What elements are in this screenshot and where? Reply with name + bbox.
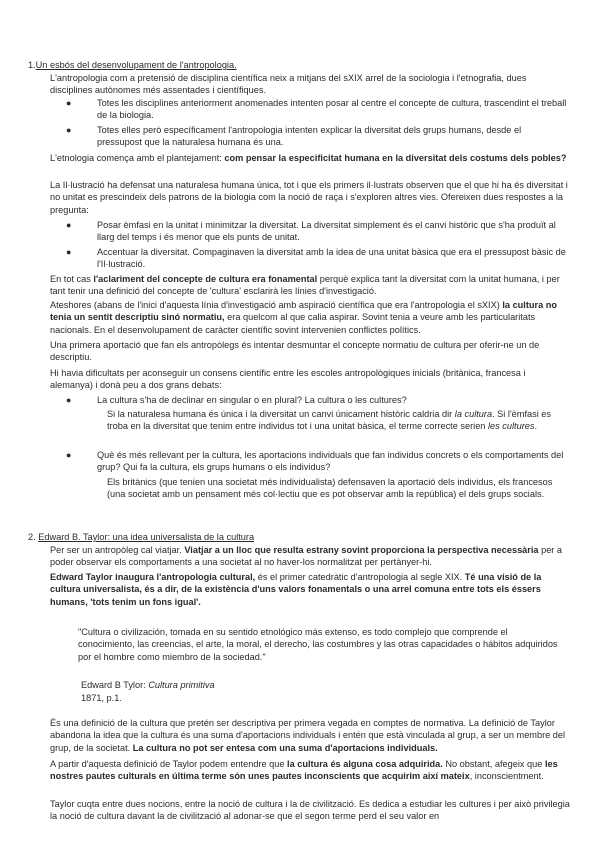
paragraph-travel: Per ser un antropòleg cal viatjar. Viatjar a un lloc que resulta estrany sovint proporciona la perspectiva necessària per a poder observar els comportaments a una societat al no haver-los normalitzat per pertànyer-hi. — [50, 545, 563, 568]
quote-citation: Edward B Tylor: Cultura primitiva — [81, 680, 215, 690]
bullet-dot: ● — [66, 98, 72, 108]
block-quote: "Cultura o civilización, tomada en su sentido etnológico más extenso, es todo complejo que comprende el conocimiento, las creencias, el arte, la moral, el derecho, las costumbres y las otras capacidades o hábitos adquiridos por el hombre como miembro de la sociedad." — [78, 627, 558, 662]
paragraph-intro: L'antropologia com a pretensió de disciplina científica neix a mitjans del sXIX arrel de la sociologia i l'etnografia, dues disciplines autònomes més assentades i científiques. — [50, 73, 527, 96]
paragraph-illustration: La Il·lustració ha defensat una naturalesa humana única, tot i que els primers il·lustrats observen que el que hi ha és diversitat i no unitat es prescindeix dels patrons de la biologia com la noció de raça i s'exploren altres vies. Ofereixen dues respostes a la pregunta: — [50, 180, 568, 215]
section-2-title: Edward B. Taylor: una idea universalista de la cultura — [38, 532, 255, 542]
bullet-dot: ● — [66, 220, 72, 230]
paragraph-definition: És una definició de la cultura que pretén ser descriptiva per primera vegada en comptes de normativa. La definició de Taylor abandona la idea que la cultura és una suma d'aportacions individuals i entén que està vinculada al grup, a ser un membre del grup, de la societat. La cultura no pot ser entesa com una suma d'aportacions individuals. — [50, 718, 566, 753]
paragraph-civilization: Taylor cuqta entre dues nocions, entre la noció de cultura i la de civilització. Es dedica a estudiar les cultures i per això privilegia la noció de cultura davant la de civilització al adonar-se que el segon terme perd el seu valor en — [50, 799, 570, 822]
quote-citation-year: 1871, p.1. — [81, 693, 122, 703]
paragraph-contribution: Una primera aportació que fan els antropòlegs és intentar desmuntar el concepte normatiu de cultura per oferir-ne un de descriptiu. — [50, 340, 540, 363]
paragraph-difficulties: Hi havia dificultats per aconseguir un consens científic entre les escoles antropològiques inicials (britànica, francesa i alemanya) i donà peu a dos grans debats: — [50, 368, 526, 391]
section-1-number: 1. — [28, 60, 36, 70]
bullet-item: Totes elles però específicament l'antropologia intenten explicar la diversitat dels grups humans, desde el pressupost que la naturalesa humana és una. — [97, 125, 522, 148]
section-2-heading — [28, 531, 568, 543]
bullet-item: Totes les disciplines anteriorment anomenades intenten posar al centre el concepte de cultura, trascendint el treball de la biologia. — [97, 98, 567, 121]
paragraph-clarification: En tot cas l'aclariment del concepte de cultura era fonamental perquè explica tant la diversitat com la unitat humana, i per tant tenir una definició del concepte de 'cultura' esclarirà les línies d'investigació. — [50, 274, 560, 297]
paragraph-before: Ateshores (abans de l'inici d'aquesta línia d'investigació amb aspiració científica que era l'antropologia el sXIX) la cultura no tenia un sentit descriptiu sinó normatiu, era quelcom al que calia aspirar. Sovint tenia a veure amb les particularitats nacionals. En el desenvolupament de caràcter científic sovint intervenien conflictes polítics. — [50, 300, 557, 335]
paragraph-acquired: A partir d'aquesta definició de Taylor podem entendre que la cultura és alguna cosa adquirida. No obstant, afegeix que les nostres pautes culturals en última terme són unes pautes inconscients que acquirim així mateix, inconscientment. — [50, 759, 558, 782]
debate-2-question: Què és més rellevant per la cultura, les aportacions individuals que fan individus concrets o els comportaments del grup? Qui fa la cultura, els grups humans o els individus? — [97, 450, 564, 473]
debate-2-answer: Els britànics (que tenien una societat més individualista) defensaven la aportació dels individus, els francesos (una societat amb un pensament més col·lectiu que es pot observar amb la república) el dels grups socials. — [107, 477, 553, 500]
section-2-number: 2. — [28, 532, 36, 542]
key-question: com pensar la especificitat humana en la diversitat dels costums dels pobles? — [224, 153, 567, 163]
debate-1-question: La cultura s'ha de declinar en singular o en plural? La cultura o les cultures? — [97, 395, 407, 405]
bullet-dot: ● — [66, 450, 72, 460]
bullet-dot: ● — [66, 125, 72, 135]
paragraph-ethnology: L'etnologia comença amb el plantejament: com pensar la especificitat humana en la diversitat dels costums dels pobles? — [50, 153, 567, 163]
paragraph-taylor: Edward Taylor inaugura l'antropologia cultural, és el primer catedràtic d'antropologia al segle XIX. Té una visió de la cultura universalista, és a dir, de la existència d'uns valors fonamentals o una arrel comuna entre tots els éssers humans, 'tots tenim un fons igual'. — [50, 572, 542, 607]
bullet-dot: ● — [66, 395, 72, 405]
debate-1-answer: Si la naturalesa humana és única i la diversitat un canvi únicament històric caldria dir la cultura. Si l'èmfasi es troba en la diversitat que tenim entre individus tot i una unitat bàsica, el terme correcte serien les cultures. — [107, 409, 552, 432]
section-1-heading — [28, 59, 568, 71]
bullet-dot: ● — [66, 247, 72, 257]
section-1-title: Un esbós del desenvolupament de l'antropologia. — [35, 60, 237, 70]
bullet-item: Accentuar la diversitat. Compaginaven la diversitat amb la idea de una unitat bàsica que era el pressupost bàsic de l'Il·lustració. — [97, 247, 566, 270]
bullet-item: Posar èmfasi en la unitat i minimitzar la diversitat. La diversitat simplement és el canvi històric que s'ha produït al llarg del temps i és menor que els punts de unitat. — [97, 220, 556, 243]
